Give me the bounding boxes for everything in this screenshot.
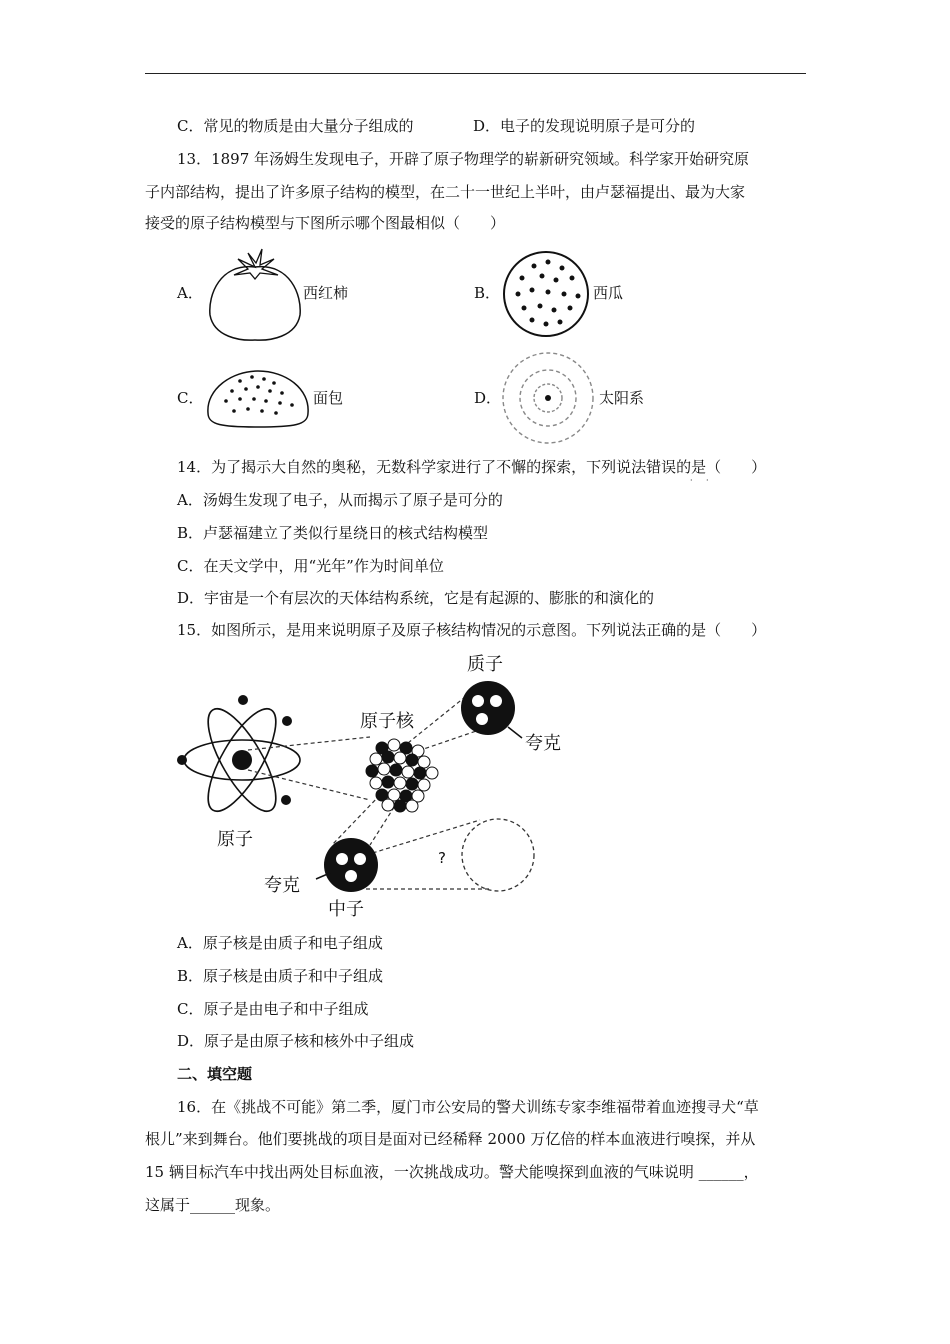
- q16-line4: 这属于______现象。: [145, 1196, 281, 1214]
- label-proton: 质子: [467, 654, 503, 675]
- q14-option-b[interactable]: B．卢瑟福建立了类似行星绕日的核式结构模型: [177, 524, 489, 542]
- watermelon-figure: [500, 248, 594, 340]
- label-nucleus: 原子核: [360, 711, 414, 732]
- section-title: 二、填空题: [177, 1065, 253, 1083]
- q13-option-a-letter[interactable]: A．: [177, 284, 203, 302]
- label-unknown: ?: [438, 849, 446, 867]
- q12-option-d[interactable]: D．电子的发现说明原子是可分的: [473, 117, 696, 135]
- q15-option-a[interactable]: A．原子核是由质子和电子组成: [177, 934, 383, 952]
- label-quark-bottom: 夸克: [264, 875, 300, 896]
- q13-stem-line3: 接受的原子结构模型与下图所示哪个图最相似（ ）: [145, 214, 506, 232]
- q13-option-a-label: 西红柿: [303, 284, 349, 302]
- q15-option-b[interactable]: B．原子核是由质子和中子组成: [177, 967, 384, 985]
- q13-option-b-letter[interactable]: B．: [474, 284, 501, 302]
- q14-stem: 14．为了揭示大自然的奥秘，无数科学家进行了不懈的探索，下列说法错误的是（ ）: [177, 458, 767, 476]
- q15-stem: 15．如图所示，是用来说明原子及原子核结构情况的示意图。下列说法正确的是（ ）: [177, 621, 767, 639]
- q14-option-c[interactable]: C．在天文学中，用“光年”作为时间单位: [177, 557, 444, 575]
- q12-option-c[interactable]: C．常见的物质是由大量分子组成的: [177, 117, 414, 135]
- q14-option-d[interactable]: D．宇宙是一个有层次的天体结构系统，它是有起源的、膨胀的和演化的: [177, 589, 655, 607]
- q16-line1: 16．在《挑战不可能》第二季，厦门市公安局的警犬训练专家李维福带着血迹搜寻犬“草: [177, 1098, 759, 1116]
- q13-option-d-label: 太阳系: [599, 389, 645, 407]
- q13-option-c-label: 面包: [313, 389, 344, 407]
- tomato-figure: [200, 245, 310, 345]
- emphasis-dot: ·: [706, 476, 709, 485]
- q15-option-d[interactable]: D．原子是由原子核和核外中子组成: [177, 1032, 415, 1050]
- q16-line2: 根儿”来到舞台。他们要挑战的项目是面对已经稀释 2000 万亿倍的样本血液进行嗅探，并从: [145, 1130, 756, 1148]
- atom-structure-figure: [170, 645, 590, 925]
- header-rule: [145, 73, 806, 74]
- q13-option-d-letter[interactable]: D．: [474, 389, 502, 407]
- q16-line3: 15 辆目标汽车中找出两处目标血液，一次挑战成功。警犬能嗅探到血液的气味说明 ______，: [145, 1163, 759, 1181]
- solar-system-figure: [500, 350, 596, 446]
- q15-option-c[interactable]: C．原子是由电子和中子组成: [177, 1000, 369, 1018]
- q14-option-a[interactable]: A．汤姆生发现了电子，从而揭示了原子是可分的: [177, 491, 503, 509]
- q13-option-b-label: 西瓜: [593, 284, 624, 302]
- q13-stem-line1: 13．1897 年汤姆生发现电子，开辟了原子物理学的崭新研究领域。科学家开始研究原: [177, 150, 750, 168]
- emphasis-dot: ·: [690, 476, 693, 485]
- q13-stem-line2: 子内部结构，提出了许多原子结构的模型，在二十一世纪上半叶，由卢瑟福提出、最为大家: [145, 183, 746, 201]
- bread-figure: [202, 365, 314, 431]
- label-atom: 原子: [217, 829, 253, 850]
- label-neutron: 中子: [328, 899, 364, 920]
- q13-option-c-letter[interactable]: C．: [177, 389, 204, 407]
- label-quark-top: 夸克: [525, 733, 561, 754]
